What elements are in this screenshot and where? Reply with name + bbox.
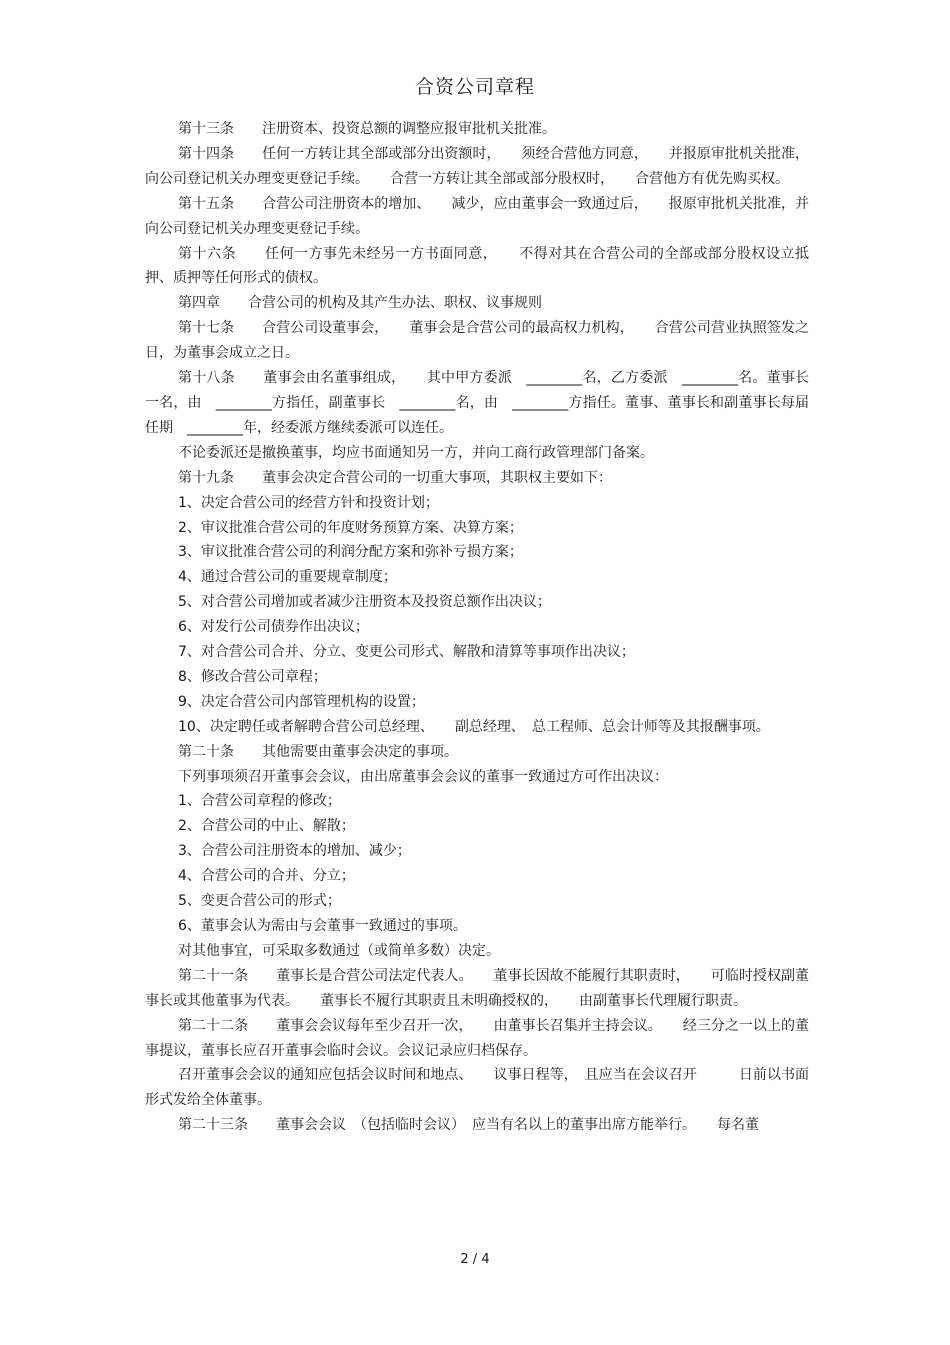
paragraph: 第二十二条 董事会会议每年至少召开一次， 由董事长召集并主持会议。 经三分之一以上的董事提议，董事长应召开董事会临时会议。会议记录应归档保存。 [145, 1017, 809, 1059]
list-item: 1、合营公司章程的修改； [178, 793, 341, 810]
paragraph: 第二十三条 董事会会议 （包括临时会议） 应当有名以上的董事出席方能举行。 每名董 [178, 1117, 759, 1134]
document-body [145, 117, 809, 1138]
paragraph: 不论委派还是撤换董事，均应书面通知另一方，并向工商行政管理部门备案。 [178, 444, 654, 461]
document-title: 合资公司章程 [414, 76, 535, 98]
paragraph: 第十八条 董事会由名董事组成， 其中甲方委派 ________名，乙方委派 ________名。董事长一名，由 ________方指任，副董事长 ________名，由 ________方指任。董事、董事长和副董事长每届任期 ________年，经委派方继续委派可以连任。 [145, 370, 809, 436]
list-item: 6、对发行公司债券作出决议； [178, 619, 369, 636]
list-item: 4、通过合营公司的重要规章制度； [178, 569, 397, 586]
list-item: 5、对合营公司增加或者减少注册资本及投资总额作出决议； [178, 594, 551, 611]
paragraph: 对其他事宜，可采取多数通过（或简单多数）决定。 [178, 942, 500, 959]
paragraph: 第十四条 任何一方转让其全部或部分出资额时， 须经合营他方同意， 并报原审批机关批准，向公司登记机关办理变更登记手续。 合营一方转让其全部或部分股权时， 合营他方有优先购买权。 [145, 145, 809, 187]
page-number: 2 / 4 [460, 1252, 490, 1267]
list-item: 9、决定合营公司内部管理机构的设置； [178, 693, 425, 710]
chapter-heading: 第四章 合营公司的机构及其产生办法、职权、议事规则 [178, 295, 542, 312]
paragraph: 下列事项须召开董事会会议，由出席董事会会议的董事一致通过方可作出决议： [178, 768, 668, 785]
paragraph: 第十九条 董事会决定合营公司的一切重大事项，其职权主要如下： [178, 469, 612, 486]
paragraph: 召开董事会会议的通知应包括会议时间和地点、 议事日程等， 且应当在会议召开 日前以书面形式发给全体董事。 [145, 1067, 809, 1109]
list-item: 10、决定聘任或者解聘合营公司总经理、 副总经理、 总工程师、总会计师等及其报酬事项。 [178, 718, 770, 735]
list-item: 3、合营公司注册资本的增加、减少； [178, 843, 411, 860]
list-item: 6、董事会认为需由与会董事一致通过的事项。 [178, 918, 467, 934]
list-item: 2、审议批准合营公司的年度财务预算方案、决算方案； [178, 519, 523, 536]
list-item: 1、决定合营公司的经营方针和投资计划； [178, 494, 439, 511]
paragraph: 第十五条 合营公司注册资本的增加、 减少，应由董事会一致通过后， 报原审批机关批准，并向公司登记机关办理变更登记手续。 [145, 195, 809, 237]
list-item: 2、合营公司的中止、解散； [178, 818, 355, 835]
paragraph: 第十七条 合营公司设董事会， 董事会是合营公司的最高权力机构， 合营公司营业执照签发之日，为董事会成立之日。 [145, 320, 809, 362]
list-item: 7、对合营公司合并、分立、变更公司形式、解散和清算等事项作出决议； [178, 644, 635, 661]
paragraph: 第二十条 其他需要由董事会决定的事项。 [178, 743, 458, 760]
list-item: 5、变更合营公司的形式； [178, 893, 341, 910]
paragraph: 第十三条 注册资本、投资总额的调整应报审批机关批准。 [178, 121, 556, 137]
list-item: 4、合营公司的合并、分立； [178, 868, 355, 885]
paragraph: 第十六条 任何一方事先未经另一方书面同意， 不得对其在合营公司的全部或部分股权设立抵押、质押等任何形式的债权。 [145, 245, 809, 287]
paragraph: 第二十一条 董事长是合营公司法定代表人。 董事长因故不能履行其职责时， 可临时授权副董事长或其他董事为代表。 董事长不履行其职责且未明确授权的， 由副董事长代理履行职责。 [145, 967, 809, 1009]
list-item: 8、修改合营公司章程； [178, 668, 327, 685]
list-item: 3、审议批准合营公司的利润分配方案和弥补亏损方案； [178, 544, 523, 561]
